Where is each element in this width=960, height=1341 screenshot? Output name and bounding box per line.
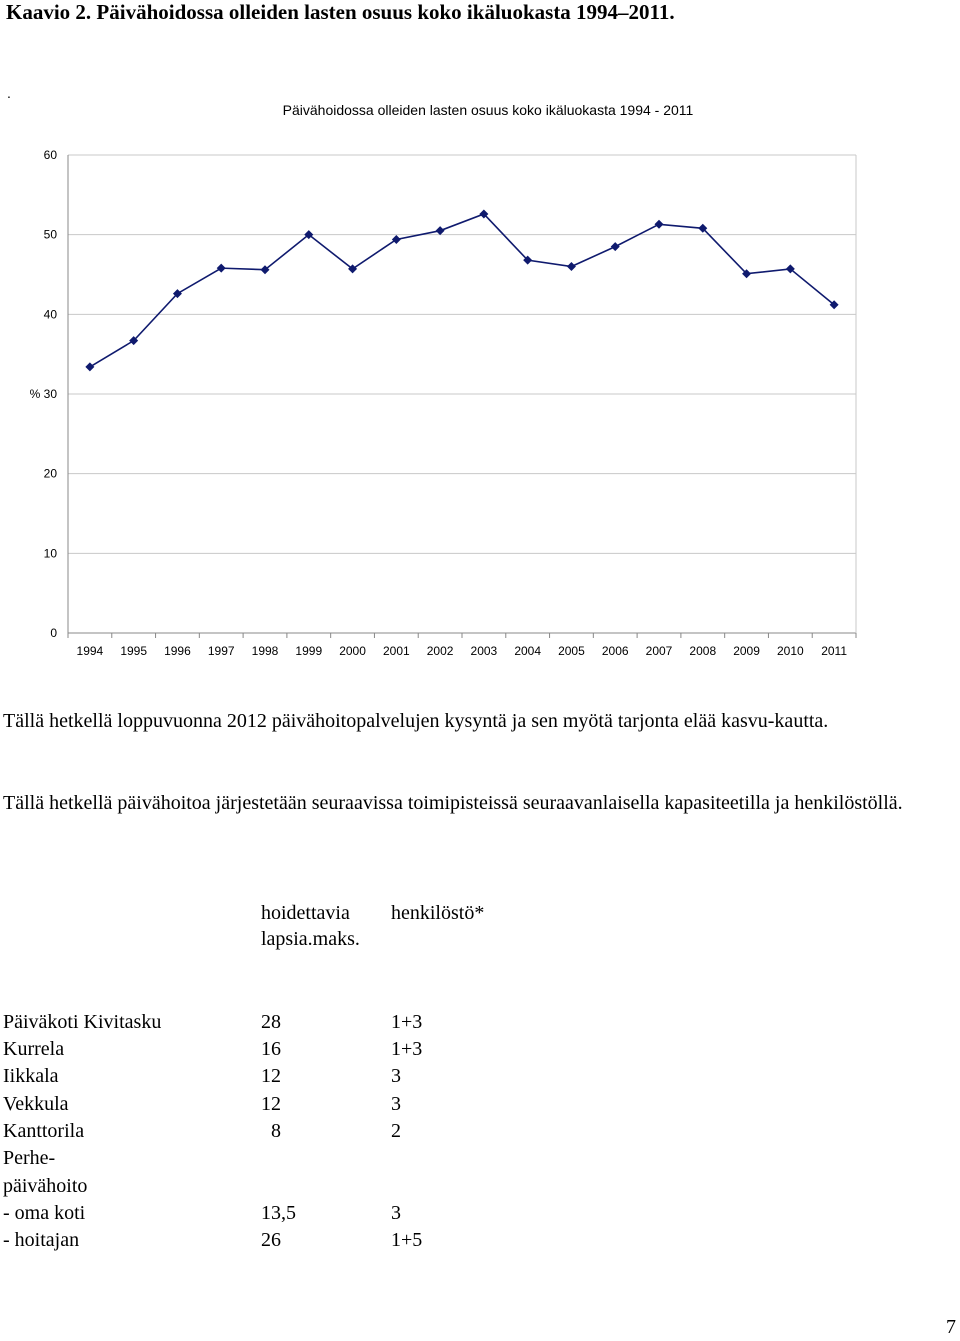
data-point-marker [436, 226, 445, 235]
x-tick-label: 1999 [295, 644, 323, 658]
chart-canvas [0, 60, 960, 680]
column-header-staff: henkilöstö* [391, 902, 485, 924]
x-tick-label: 2011 [821, 644, 848, 658]
y-tick-label: % 30 [29, 387, 57, 401]
staff-count: 3 [391, 1093, 401, 1115]
x-tick-label: 2002 [426, 644, 454, 658]
unit-name: - hoitajan [3, 1229, 80, 1251]
x-tick-label: 2003 [470, 644, 498, 658]
column-header-children [261, 900, 360, 952]
staff-count: 1+3 [391, 1038, 423, 1060]
paragraph-units: Tällä hetkellä päivähoitoa järjestetään seuraavissa toimipisteissä seuraavanlaisella kapasiteetilla ja henkilöstöllä. [3, 792, 903, 814]
children-count: 12 [261, 1065, 281, 1087]
y-tick-label: 20 [43, 466, 57, 481]
paragraph-demand: Tällä hetkellä loppuvuonna 2012 päivähoitopalvelujen kysyntä ja sen myötä tarjonta elää kasvu-kautta. [3, 710, 829, 732]
x-tick-label: 2008 [689, 644, 717, 658]
unit-name: Iikkala [3, 1065, 59, 1087]
data-point-marker [655, 220, 664, 229]
column-header-children-line2: lapsia.maks. [261, 928, 360, 950]
children-count: 26 [261, 1229, 281, 1251]
y-tick-label: 40 [43, 307, 57, 322]
column-header-children-line1: hoidettavia [261, 902, 350, 924]
x-tick-label: 1995 [120, 644, 148, 658]
y-tick-label: 60 [43, 148, 57, 162]
x-tick-label: 2007 [645, 644, 673, 658]
y-tick-label: 50 [43, 227, 57, 242]
unit-name: Päiväkoti Kivitasku [3, 1011, 162, 1033]
x-tick-label: 1998 [251, 644, 279, 658]
x-tick-label: 2009 [733, 644, 760, 658]
data-point-marker [217, 264, 226, 273]
children-count: 28 [261, 1011, 281, 1033]
data-point-marker [392, 235, 401, 244]
staff-count: 1+5 [391, 1229, 423, 1251]
unit-name: - oma koti [3, 1202, 86, 1224]
figure-caption: Kaavio 2. Päivähoidossa olleiden lasten osuus koko ikäluokasta 1994–2011. [6, 0, 675, 24]
page-number: 7 [946, 1316, 956, 1338]
staff-count: 1+3 [391, 1011, 423, 1033]
x-tick-label: 1996 [164, 644, 191, 658]
data-point-marker [611, 242, 620, 251]
unit-name: Kanttorila [3, 1120, 85, 1142]
line-chart [0, 60, 960, 680]
x-tick-label: 2000 [339, 644, 366, 658]
unit-name: päivähoito [3, 1175, 88, 1197]
data-point-marker [567, 262, 576, 271]
chart-title: Päivähoidossa olleiden lasten osuus koko ikäluokasta 1994 - 2011 [282, 102, 694, 118]
unit-name: Vekkula [3, 1093, 69, 1115]
data-point-marker [85, 362, 94, 371]
chart-stray-mark: . [7, 85, 11, 101]
series-line [90, 214, 834, 367]
x-tick-label: 2004 [514, 644, 542, 658]
x-tick-label: 1994 [76, 644, 104, 658]
staff-count: 2 [391, 1120, 401, 1142]
y-tick-label: 10 [43, 546, 57, 561]
x-tick-label: 2010 [776, 644, 804, 658]
staff-count: 3 [391, 1065, 401, 1087]
x-tick-label: 2001 [382, 644, 410, 658]
children-count: 16 [261, 1038, 281, 1060]
x-tick-label: 2006 [601, 644, 629, 658]
unit-name: Perhe- [3, 1147, 56, 1169]
x-tick-label: 1997 [207, 644, 235, 658]
y-tick-label: 0 [50, 626, 57, 640]
children-count: 12 [261, 1093, 281, 1115]
unit-name: Kurrela [3, 1038, 65, 1060]
staff-count: 3 [391, 1202, 401, 1224]
x-tick-label: 2005 [558, 644, 585, 658]
children-count: 13,5 [261, 1202, 296, 1224]
children-count: 8 [271, 1120, 281, 1142]
